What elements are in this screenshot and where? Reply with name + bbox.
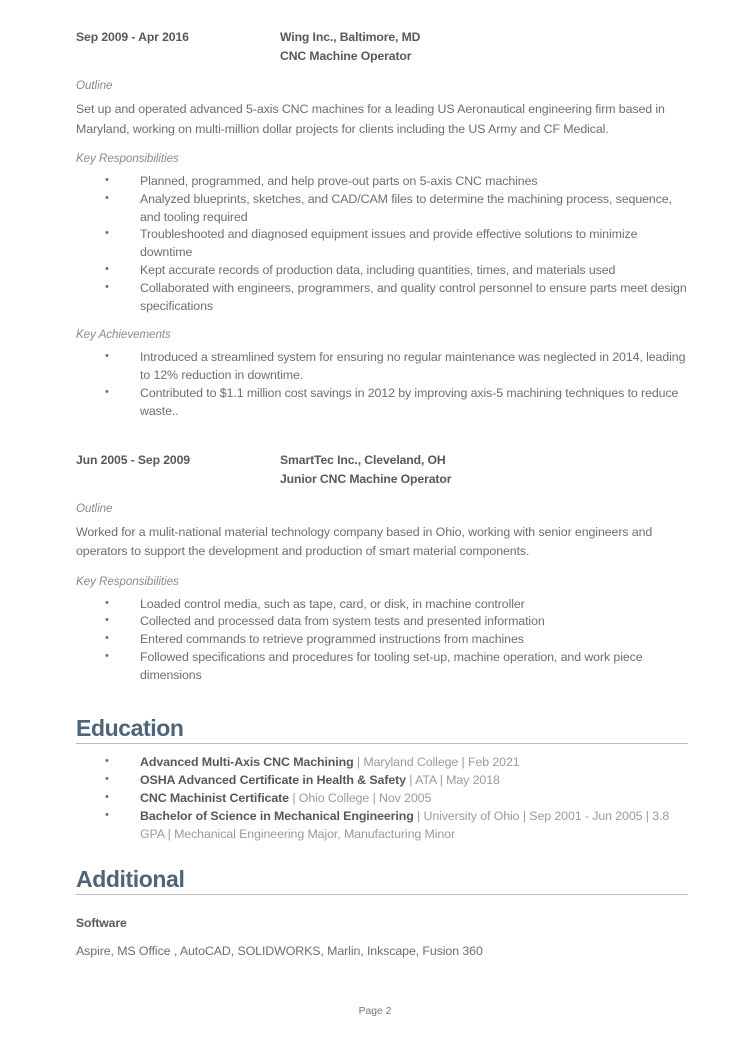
list-item: • Introduced a streamlined system for ensuring no regular maintenance was neglected in 2014, leading to 12% reduction in downtime. — [76, 349, 688, 385]
list-item: • Collected and processed data from system tests and presented information — [76, 613, 688, 631]
software-list: Aspire, MS Office , AutoCAD, SOLIDWORKS, Marlin, Inkscape, Fusion 360 — [76, 943, 483, 958]
list-item — [76, 771, 688, 789]
outline-text: Worked for a mulit-national material technology company based in Ohio, working with senior engineers and operators to support the development and production of smart material components. — [76, 524, 653, 559]
section-heading-additional: Additional — [76, 865, 185, 892]
page-number: Page 2 — [358, 1006, 392, 1017]
education-list — [76, 753, 688, 844]
section-divider — [76, 743, 688, 744]
education-title: Bachelor of Science in Mechanical Engineering — [140, 809, 414, 824]
outline-label: Outline — [76, 501, 113, 515]
experience-header — [76, 28, 688, 66]
additional-section — [76, 866, 688, 962]
responsibilities-label: Key Responsibilities — [76, 152, 179, 165]
list-item: • Collaborated with engineers, programmers, and quality control personnel to ensure parts meet design specifications — [76, 280, 688, 316]
software-label: Software — [76, 915, 127, 930]
list-item: • Loaded control media, such as tape, card, or disk, in machine controller — [76, 596, 688, 614]
responsibilities-list — [76, 596, 688, 685]
education-details: | University of Ohio | Sep 2001 - Jun 2005 | 3.8 GPA | Mechanical Engineering Major, Manufacturing Minor — [140, 809, 670, 842]
list-item: • Entered commands to retrieve programmed instructions from machines — [76, 631, 688, 649]
experience-dates: Sep 2009 - Apr 2016 — [76, 30, 189, 44]
experience-dates: Jun 2005 - Sep 2009 — [76, 452, 190, 467]
education-title: Advanced Multi-Axis CNC Machining — [140, 754, 354, 769]
experience-job-title: CNC Machine Operator — [280, 49, 412, 63]
outline-label: Outline — [76, 79, 113, 92]
education-details: | Maryland College | Feb 2021 — [353, 754, 520, 769]
experience-company: SmartTec Inc., Cleveland, OH — [280, 452, 446, 467]
list-item: • Analyzed blueprints, sketches, and CAD/CAM files to determine the machining process, sequence, and tooling required — [76, 191, 688, 227]
list-item — [76, 807, 688, 843]
experience-entry — [76, 451, 688, 685]
list-item — [76, 789, 688, 807]
experience-employer-block — [280, 451, 688, 489]
education-details: | Ohio College | Nov 2005 — [288, 790, 432, 805]
experience-header — [76, 451, 688, 489]
education-title: CNC Machinist Certificate — [140, 790, 289, 805]
list-item: • Planned, programmed, and help prove-out parts on 5-axis CNC machines — [76, 173, 688, 191]
experience-company: Wing Inc., Baltimore, MD — [280, 30, 421, 44]
section-heading-education: Education — [76, 714, 184, 741]
education-title: OSHA Advanced Certificate in Health & Safety — [140, 772, 406, 787]
responsibilities-list — [76, 173, 688, 315]
section-divider — [76, 894, 688, 895]
achievements-list — [76, 349, 688, 420]
list-item: • Contributed to $1.1 million cost savings in 2012 by improving axis-5 machining techniques to reduce waste.. — [76, 385, 688, 421]
achievements-label: Key Achievements — [76, 328, 171, 342]
page-footer — [0, 1006, 750, 1017]
list-item: • Troubleshooted and diagnosed equipment issues and provide effective solutions to minimize downtime — [76, 226, 688, 262]
education-details: | ATA | May 2018 — [405, 772, 500, 787]
experience-entry — [76, 28, 688, 421]
list-item: • Kept accurate records of production data, including quantities, times, and materials used — [76, 262, 688, 280]
list-item — [76, 753, 688, 771]
list-item: • Followed specifications and procedures for tooling set-up, machine operation, and work piece dimensions — [76, 649, 688, 685]
experience-job-title: Junior CNC Machine Operator — [280, 471, 452, 486]
experience-employer-block — [280, 28, 688, 66]
outline-text: Set up and operated advanced 5-axis CNC machines for a leading US Aeronautical engineering firm based in Maryland, working on multi-million dollar projects for clients including the US Army and CF Medical. — [76, 102, 665, 136]
responsibilities-label: Key Responsibilities — [76, 574, 179, 588]
education-section — [76, 715, 688, 844]
